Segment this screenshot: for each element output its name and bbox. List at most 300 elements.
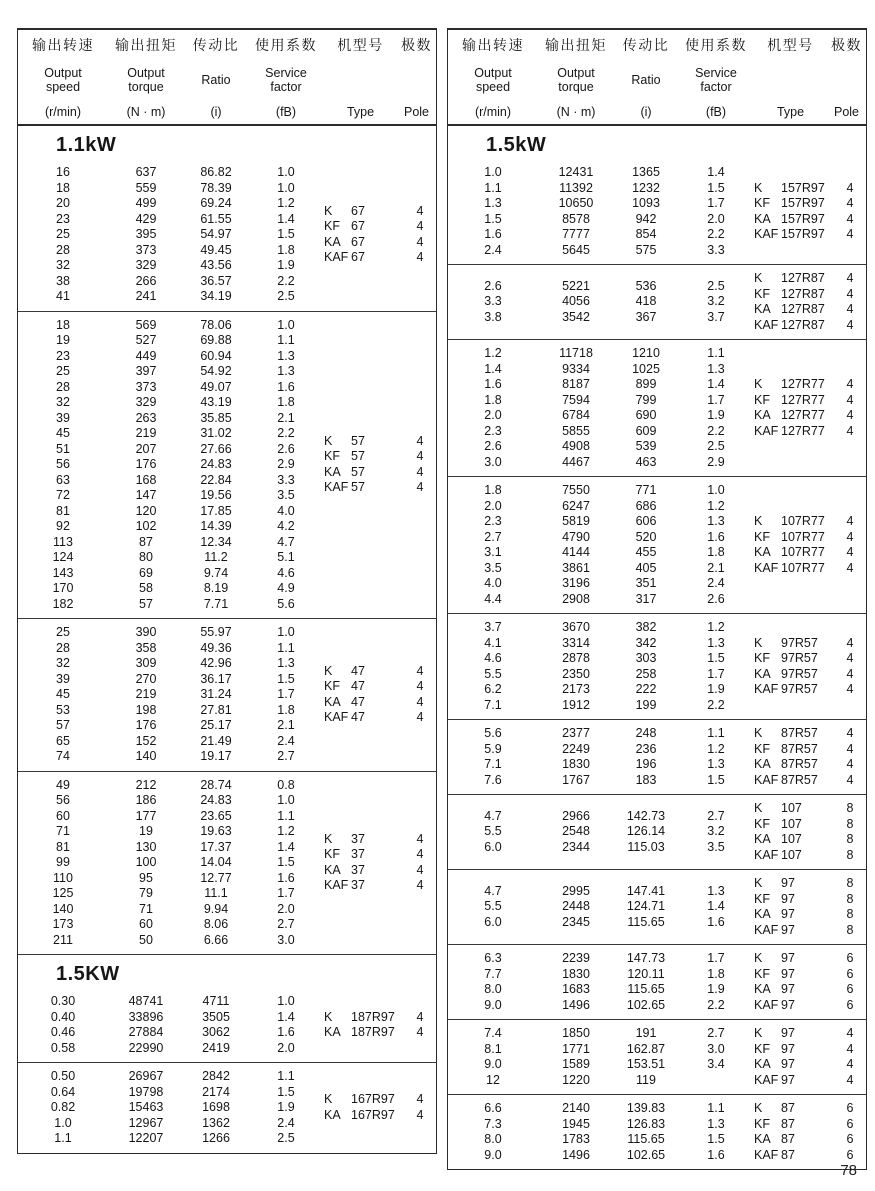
cell-service-factor: 3.0 [277,932,295,947]
pole-value: 4 [846,726,854,740]
type-size: 47 [351,679,365,694]
cell-output-speed: 2.4 [484,242,502,257]
pole-value: 4 [416,1009,424,1024]
pole-value: 4 [846,741,854,756]
cell-output-speed: 2.7 [484,529,502,544]
cell-service-factor: 3.3 [277,472,295,487]
header-label-en [474,55,512,105]
table-row [18,871,324,887]
cell-output-speed: 16 [56,165,70,179]
cell-ratio: 2842 [202,1069,230,1083]
cell-output-torque: 569 [135,317,157,332]
table-row [448,393,754,409]
cell-output-torque: 270 [135,671,157,686]
pole-value: 6 [846,951,854,965]
table-row [18,333,324,349]
type-size: 97 [781,1057,795,1071]
type-list [754,951,866,1013]
type-label [754,848,834,864]
table-row [448,455,754,471]
cell-output-speed: 7.7 [484,966,502,981]
type-label [324,695,404,711]
cell-ratio: 19.63 [200,824,232,838]
type-size: 67 [351,250,365,265]
cell-output-speed: 140 [52,901,74,916]
cell-service-factor: 2.2 [707,423,725,438]
rating-block [448,339,866,476]
cell-ratio: 303 [635,651,657,665]
cell-output-torque: 2173 [562,682,590,696]
table-row [18,1010,324,1026]
pole-value: 6 [846,1132,854,1146]
cell-service-factor: 2.7 [277,749,295,763]
table-row [18,656,324,672]
cell-output-speed: 32 [56,656,70,670]
cell-output-speed: 1.6 [484,377,502,391]
cell-output-speed: 7.6 [484,772,502,787]
cell-ratio: 14.04 [200,855,232,869]
cell-output-torque: 22990 [128,1040,164,1055]
table-row [448,196,754,212]
type-size: 187R97 [351,1009,395,1024]
table-row [18,718,324,734]
cell-service-factor: 1.1 [277,1069,295,1083]
cell-output-torque: 5855 [562,423,590,438]
cell-ratio: 342 [635,635,657,650]
cell-service-factor: 1.4 [707,899,725,914]
type-row [754,1101,866,1117]
pole-value: 8 [846,922,854,937]
cell-output-speed: 51 [56,441,70,456]
cell-output-torque: 241 [135,289,157,303]
header-cell [538,35,614,120]
cell-ratio: 248 [635,726,657,740]
table-row [18,395,324,411]
cell-service-factor: 5.1 [277,550,295,564]
cell-service-factor [678,1073,754,1089]
header-cell [248,35,324,120]
cell-service-factor: 2.0 [277,901,295,916]
type-size: 107R77 [781,529,825,544]
type-prefix: KAF [754,922,779,937]
pole-value: 4 [846,560,854,575]
type-row [754,967,866,983]
cell-service-factor: 1.7 [277,886,295,900]
table-row [18,793,324,809]
cell-output-torque: 2239 [562,951,590,965]
cell-service-factor: 1.2 [707,498,725,513]
ratings-table-left [17,28,437,1154]
cell-service-factor: 2.7 [707,808,725,823]
rating-block [448,869,866,944]
header-label-zh: 极数 [401,37,432,53]
type-row [324,449,436,465]
cell-service-factor: 1.5 [277,227,295,241]
header-label-zh: 输出扭矩 [545,37,607,53]
type-label [754,271,834,287]
type-row [754,287,866,303]
cell-service-factor: 2.7 [707,1026,725,1040]
header-label-zh: 输出转速 [462,37,524,53]
cell-output-speed: 143 [52,565,74,580]
rating-rows [18,778,324,949]
cell-output-speed: 1.1 [484,180,502,195]
cell-output-torque: 207 [135,441,157,456]
cell-output-torque: 4056 [562,294,590,309]
cell-output-torque: 263 [135,410,157,425]
cell-service-factor: 5.6 [277,596,295,611]
type-size: 87R57 [781,741,818,756]
ratings-table-right [447,28,867,1170]
cell-ratio: 69.88 [200,333,232,347]
table-row [18,473,324,489]
table-row [448,667,754,683]
cell-service-factor: 2.2 [707,997,725,1012]
rating-block [18,1062,436,1153]
power-section [18,126,436,954]
type-row [324,434,436,450]
cell-ratio: 351 [635,576,657,590]
table-row [448,424,754,440]
cell-output-speed: 6.2 [484,682,502,696]
cell-service-factor: 1.6 [277,870,295,885]
cell-output-torque: 198 [135,702,157,717]
cell-service-factor: 1.4 [277,839,295,854]
table-row [448,545,754,561]
cell-ratio: 17.85 [200,503,232,518]
pole-value: 4 [846,757,854,771]
type-label [754,377,834,393]
header-label-zh: 输出扭矩 [115,37,177,53]
cell-output-speed: 23 [56,348,70,363]
cell-output-torque: 3314 [562,635,590,650]
pole-value: 4 [416,250,424,265]
table-row [448,773,754,789]
cell-output-speed: 57 [56,718,70,732]
cell-output-torque: 2966 [562,808,590,823]
pole-value: 4 [846,529,854,544]
cell-output-torque: 168 [135,472,157,487]
cell-output-speed: 2.6 [484,278,502,293]
type-size: 97R57 [781,635,818,650]
pole-value: 6 [846,1116,854,1131]
type-size: 97 [781,951,795,965]
cell-ratio: 14.39 [200,519,232,533]
type-size: 37 [351,831,365,846]
cell-service-factor: 1.5 [277,855,295,869]
cell-output-speed: 23 [56,211,70,226]
header-label-en [695,55,737,105]
cell-ratio: 539 [635,439,657,453]
cell-ratio: 31.24 [200,687,232,701]
cell-service-factor: 4.7 [277,534,295,549]
pole-value: 4 [846,271,854,285]
cell-output-speed: 1.5 [484,211,502,226]
cell-ratio: 222 [635,682,657,696]
pole-value: 6 [846,1147,854,1162]
cell-output-speed: 56 [56,457,70,471]
type-row [754,271,866,287]
pole-value: 4 [846,1041,854,1056]
cell-output-speed: 45 [56,426,70,440]
cell-output-torque: 140 [135,749,157,763]
table-row [448,726,754,742]
table-row [18,364,324,380]
type-label [324,480,404,496]
type-prefix: KA [324,1025,341,1039]
header-label-en-line: speed [45,80,81,94]
cell-ratio: 54.92 [200,364,232,378]
cell-output-torque: 33896 [128,1009,164,1024]
cell-ratio: 115.65 [627,1132,665,1146]
header-cell [678,35,754,120]
header-label-en-line: torque [558,80,594,94]
cell-service-factor: 2.2 [707,697,725,712]
cell-ratio: 142.73 [626,808,666,823]
type-size: 87 [781,1116,795,1131]
cell-output-speed: 38 [56,273,70,288]
header-label-en [201,55,230,105]
rating-rows [448,951,754,1013]
type-row [754,302,866,318]
cell-ratio: 9.74 [203,565,229,580]
header-unit: Type [776,105,805,119]
cell-ratio: 854 [635,227,657,241]
type-size: 157R97 [781,196,825,210]
type-row [754,757,866,773]
header-unit: (fB) [705,105,727,119]
type-row [754,892,866,908]
table-row [18,1025,324,1041]
cell-service-factor: 1.1 [277,808,295,823]
type-list [754,636,866,698]
type-prefix: KA [754,757,771,771]
cell-output-torque: 87 [139,534,153,549]
cell-output-speed: 81 [56,839,70,854]
cell-output-speed: 6.0 [484,839,502,854]
type-prefix: KAF [754,227,779,241]
cell-output-torque: 219 [135,687,157,701]
table-row [18,1041,324,1057]
table-row [18,289,324,305]
table-row [18,274,324,290]
cell-output-torque: 152 [135,733,157,748]
type-size: 107 [781,801,802,815]
type-size: 107R77 [781,545,825,559]
cell-ratio: 942 [635,211,657,226]
cell-output-speed: 0.50 [50,1069,76,1083]
pole-value: 8 [846,801,854,815]
table-row [18,625,324,641]
type-prefix: KA [754,666,771,681]
cell-output-torque: 50 [139,932,153,947]
cell-output-torque: 2878 [562,651,590,665]
cell-output-speed: 7.4 [484,1026,502,1040]
cell-output-speed: 12 [486,1072,500,1087]
table-row [18,212,324,228]
cell-service-factor: 3.0 [707,1041,725,1056]
cell-output-torque: 5221 [562,278,590,293]
cell-output-speed: 32 [56,395,70,409]
type-label [324,1010,404,1026]
header-label-en [631,55,660,105]
type-row [754,1073,866,1089]
header-label-en-line: Output [557,65,595,80]
table-row [18,1069,324,1085]
type-row [754,227,866,243]
cell-output-torque: 1683 [562,982,590,996]
cell-output-torque: 8187 [562,377,590,391]
cell-service-factor: 3.2 [707,294,725,309]
cell-output-torque: 6247 [562,498,590,513]
cell-output-speed: 4.0 [484,576,502,590]
type-size: 37 [351,862,365,877]
cell-ratio: 199 [635,697,657,712]
rating-block [18,311,436,619]
type-size: 97 [781,982,795,996]
cell-output-speed: 124 [52,550,74,564]
cell-output-speed: 7.1 [484,757,502,771]
type-prefix: KF [754,1041,770,1056]
cell-output-speed: 39 [56,671,70,686]
type-prefix: KA [754,408,771,422]
type-prefix: KAF [324,710,349,725]
cell-ratio: 124.71 [626,899,666,914]
cell-output-torque: 395 [135,227,157,241]
cell-ratio: 609 [635,423,657,438]
type-prefix: K [754,377,763,391]
rating-block [18,618,436,771]
header-label-en-line: factor [700,80,732,94]
cell-ratio: 49.45 [200,242,232,257]
pole-value: 8 [846,847,854,862]
cell-service-factor: 1.2 [707,620,725,634]
pole-value: 4 [846,302,854,316]
type-prefix: KA [754,1057,771,1071]
type-prefix: KAF [754,317,779,332]
cell-ratio: 31.02 [200,426,232,440]
table-row [448,592,754,608]
cell-output-speed: 6.6 [484,1101,502,1115]
cell-output-speed: 1.1 [54,1131,72,1145]
table-row [448,809,754,825]
cell-ratio: 1365 [632,165,660,179]
header-label-en-line: Output [127,65,165,80]
rating-rows [448,1101,754,1163]
cell-service-factor: 1.6 [277,379,295,394]
cell-output-torque: 1496 [562,997,590,1012]
type-prefix: KF [754,966,770,981]
type-size: 47 [351,663,365,678]
type-label [754,1132,834,1148]
cell-ratio: 27.66 [200,441,232,456]
type-row [324,832,436,848]
pole-value: 4 [846,180,854,195]
type-size: 167R97 [351,1107,395,1122]
type-list [324,664,436,726]
rating-block [18,988,436,1062]
table-row [448,899,754,915]
type-size: 57 [351,433,365,448]
pole-value: 4 [416,449,424,464]
type-row [324,480,436,496]
pole-value: 4 [846,286,854,301]
table-row [448,636,754,652]
cell-output-torque: 10650 [558,196,594,210]
type-row [324,219,436,235]
cell-ratio: 7.71 [203,596,229,611]
pole-value: 4 [416,862,424,877]
type-label [324,449,404,465]
cell-service-factor: 1.8 [277,702,295,717]
cell-ratio: 2419 [202,1040,230,1055]
cell-output-torque: 212 [135,777,157,792]
cell-service-factor: 1.0 [277,317,295,332]
type-prefix: KAF [754,847,779,862]
type-size: 67 [351,234,365,249]
cell-service-factor: 1.4 [277,1009,295,1024]
rating-rows [448,884,754,931]
type-row [754,377,866,393]
type-row [324,847,436,863]
cell-service-factor: 2.5 [277,289,295,303]
cell-output-torque: 27884 [128,1025,164,1039]
table-row [448,698,754,714]
type-prefix: K [754,726,763,740]
cell-service-factor: 4.6 [277,565,295,580]
cell-ratio: 60.94 [200,348,232,363]
pole-value: 4 [846,1026,854,1040]
cell-service-factor: 1.4 [707,165,725,179]
type-label [754,907,834,923]
type-size: 127R77 [781,423,825,438]
type-prefix: KAF [754,772,779,787]
cell-service-factor: 1.6 [707,914,725,929]
pole-value: 8 [846,876,854,890]
cell-output-torque: 12431 [558,165,594,179]
cell-service-factor: 1.3 [707,883,725,898]
pole-value: 4 [416,1025,424,1039]
table-row [18,672,324,688]
header-cell [18,35,108,120]
type-size: 87 [781,1132,795,1146]
cell-output-speed: 72 [56,488,70,502]
cell-output-speed: 1.8 [484,392,502,407]
cell-ratio: 115.03 [627,839,665,854]
rating-rows [448,726,754,788]
header-unit: Type [346,105,375,119]
type-list [754,726,866,788]
cell-output-speed: 18 [56,317,70,332]
pole-value: 4 [416,219,424,234]
cell-service-factor: 3.7 [707,309,725,324]
cell-ratio: 1025 [632,361,660,376]
rating-rows [18,625,324,765]
pole-value: 4 [416,694,424,709]
pole-value: 4 [416,1107,424,1122]
cell-ratio: 575 [635,242,657,257]
cell-ratio: 162.87 [626,1041,666,1056]
table-row [18,411,324,427]
header-cell [827,35,866,120]
type-row [324,695,436,711]
cell-ratio: 520 [635,529,657,544]
rating-rows [18,1069,324,1147]
cell-output-torque: 390 [135,625,157,639]
header-unit: Pole [833,105,860,119]
pole-value: 4 [846,227,854,241]
type-label [754,801,834,817]
